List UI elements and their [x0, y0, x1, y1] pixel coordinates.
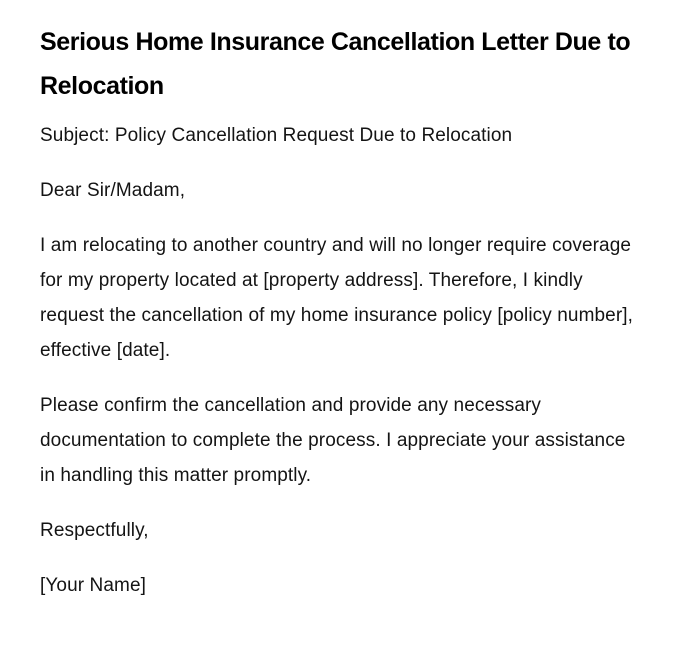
letter-signature: [Your Name] — [40, 575, 147, 596]
letter-subject: Subject: Policy Cancellation Request Due to Relocation — [40, 125, 513, 146]
letter-title: Serious Home Insurance Cancellation Letter Due to Relocation — [40, 28, 631, 100]
letter-salutation: Dear Sir/Madam, — [40, 180, 186, 201]
letter-body-paragraph-2: Please confirm the cancellation and provide any necessary documentation to complete the process. I appreciate your assistance in handling this matter promptly. — [40, 395, 626, 486]
letter-closing: Respectfully, — [40, 520, 149, 541]
letter-document — [40, 20, 640, 623]
letter-body-paragraph-1: I am relocating to another country and will no longer require coverage for my property located at [property address]. Therefore, I kindly request the cancellation of my home insurance policy [policy number], effective [date]. — [40, 235, 634, 361]
